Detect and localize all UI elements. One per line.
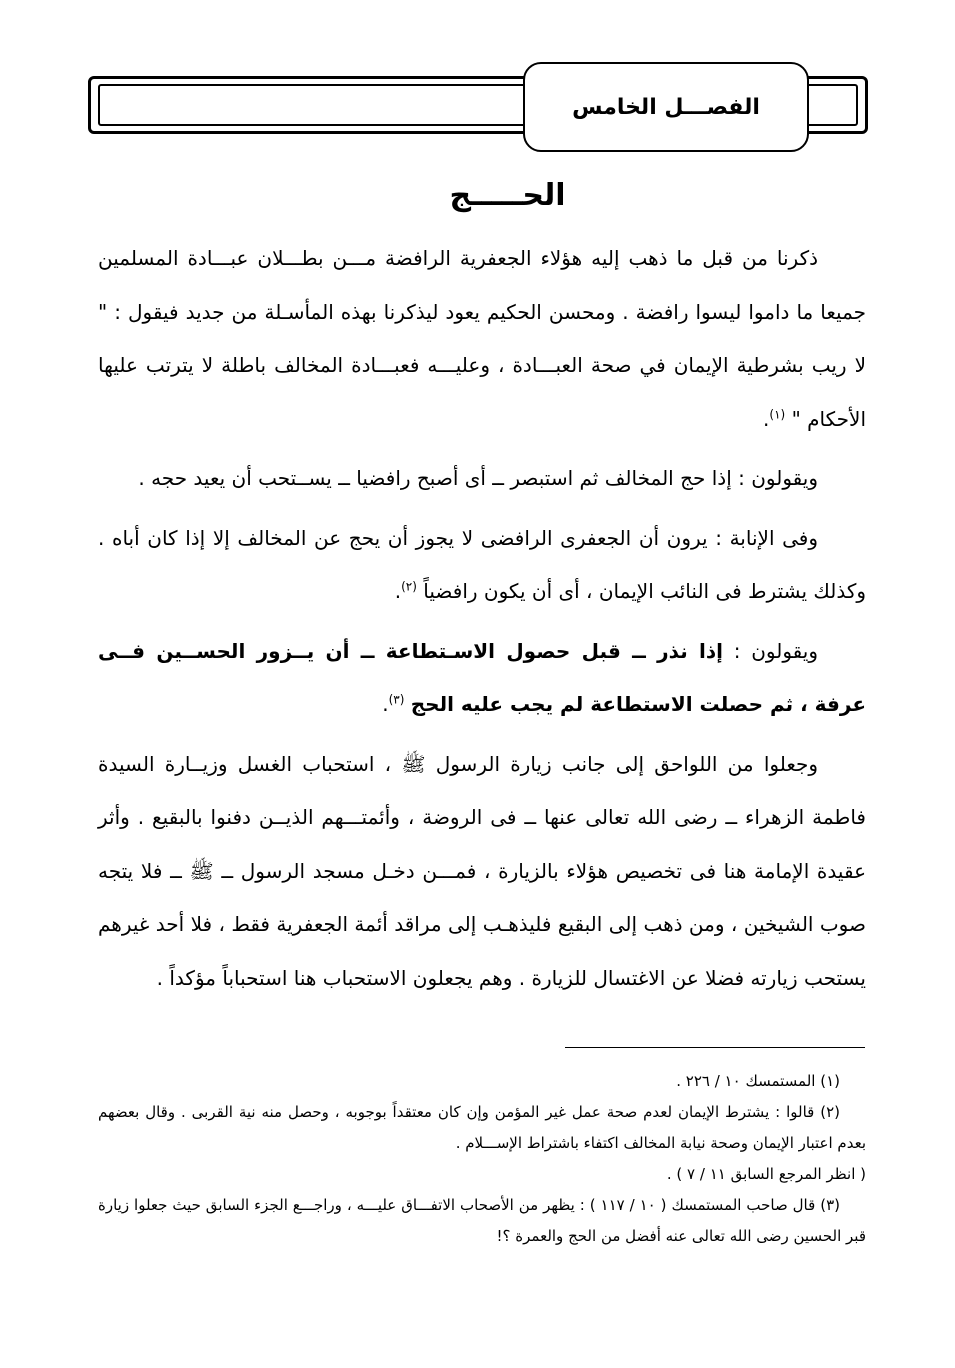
footnotes xyxy=(98,1066,866,1252)
section-title: الحـــــج xyxy=(449,178,566,213)
section-title-container xyxy=(0,178,955,213)
chapter-title-box xyxy=(523,62,809,152)
paragraph-3 xyxy=(98,512,866,619)
paragraph-5-text: وجعلوا من اللواحق إلى جانب زيارة الرسول ﷺ ، استحباب الغسل وزيــارة السيدة فاطمة الزهراء ــ رضى الله تعالى عنها ــ فى الروضة ، وأئمتـــهم الذيــن دفنوا بالبقيع . وأثر عقيدة الإمامة هنا فى تخصيص هؤلاء بالزيارة ، فمـــن دخـل مسجد الرسول ــ ﷺ ــ فلا يتجه صوب الشيخين ، ومن ذهب إلى البقيع فليذهـب إلى مراقد أئمة الجعفرية فقط ، فلا أحد غيرهم يستحب زيارته فضلا عن الاغتسال للزيارة . وهم يجعلون الاستحباب هنا استحباباً مؤكداً . xyxy=(98,751,866,990)
paragraph-4-bold: إذا نذر ــ قبل حصول الاسـتطاعة ــ أن يــزور الحســين فــى عرفة ، ثم حصلت الاستطاعة لم يجب عليه الحج xyxy=(98,638,866,716)
paragraph-2 xyxy=(98,452,866,506)
footnote-ref-2: (٢) xyxy=(401,579,417,594)
paragraph-4 xyxy=(98,625,866,732)
paragraph-4-lead: ويقولون : xyxy=(733,638,819,663)
footnote-1-text: (١) المستمسك ١٠ / ٢٢٦ . xyxy=(676,1072,840,1090)
paragraph-1-end: . xyxy=(763,406,770,431)
paragraph-4-end: . xyxy=(382,692,389,716)
footnote-2-reference-text: ( انظر المرجع السابق ١١ / ٧ ) . xyxy=(666,1165,866,1183)
paragraph-3-end: . xyxy=(394,579,402,603)
paragraph-3-text: وفى الإنابة : يرون أن الجعفرى الرافضى لا يجوز أن يحج عن المخالف إلا إذا كان أباه . وكذلك يشترط فى النائب الإيمان ، أى أن يكون رافضياً xyxy=(98,525,866,603)
paragraph-1-text: ذكرنا من قبل ما ذهب إليه هؤلاء الجعفرية الرافضة مـــن بطـــلان عبـــادة المسلمين جميعا ما داموا ليسوا رافضة . ومحسن الحكيم يعود ليذكرنا بهذه المأسـلة من جديد فيقول : " لا ريب بشرطية الإيمان في صحة العبـــادة ، وعليـــه فعبـــادة المخالف باطلة لا يترتب عليها الأحكام " xyxy=(98,246,866,431)
footnote-divider xyxy=(565,1047,865,1048)
footnote-3 xyxy=(98,1190,866,1252)
paragraph-1 xyxy=(98,232,866,446)
main-body xyxy=(98,232,866,1005)
chapter-title: الفصـــل الخامس xyxy=(572,94,760,120)
footnote-2-reference xyxy=(98,1159,866,1190)
footnote-3-text: (٣) قال صاحب المستمسك ( ١٠ / ١١٧ ) : يظهر من الأصحاب الاتفـــاق عليـــه ، وراجـــع الجزء السابق حيث جعلوا زيارة قبر الحسين رضى الله تعالى عنه أفضل من الحج والعمرة ؟! xyxy=(98,1196,866,1245)
footnote-1 xyxy=(98,1066,866,1097)
footnote-2-text: (٢) قالوا : يشترط الإيمان لعدم صحة عمل غير المؤمن وإن كان معتقداً بوجوبه ، وحصل منه نية القربى . وقال بعضهم بعدم اعتبار الإيمان وصحة نيابة المخالف اكتفاء باشتراط الإســـلام . xyxy=(98,1103,866,1152)
paragraph-5 xyxy=(98,738,866,1006)
footnote-ref-1: (١) xyxy=(769,406,786,421)
footnote-2 xyxy=(98,1097,866,1159)
footnote-ref-3: (٣) xyxy=(388,692,405,707)
paragraph-2-text: ويقولون : إذا حج المخالف ثم استبصر ــ أى أصبح رافضيا ــ يســتحب أن يعيد حجه . xyxy=(138,466,818,490)
